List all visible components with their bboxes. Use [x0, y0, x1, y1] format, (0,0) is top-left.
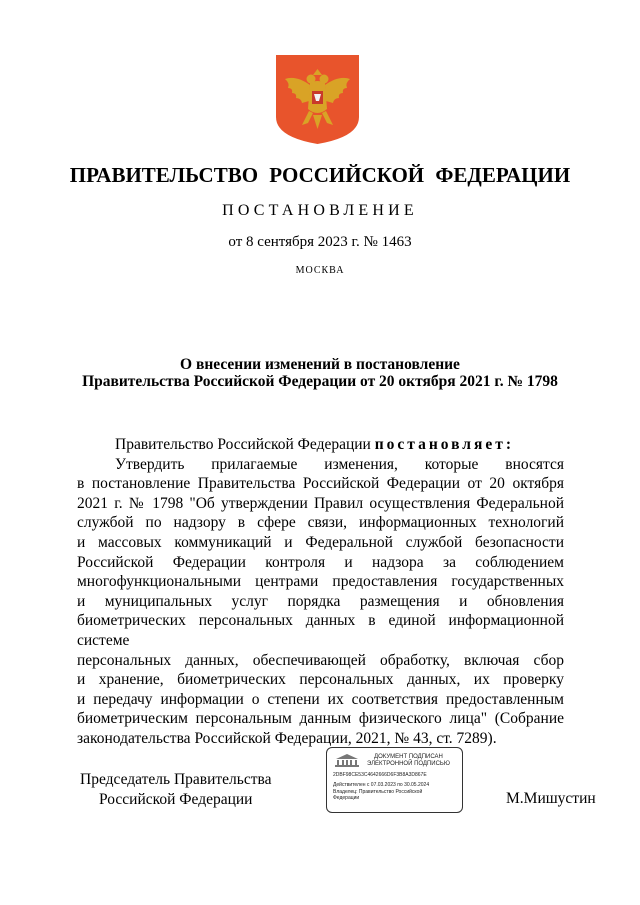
intro-paragraph — [77, 435, 564, 455]
intro-text: Правительство Российской Федерации — [115, 436, 371, 453]
body-line: в постановление Правительства Российской Федерации от 20 октября — [77, 475, 564, 493]
body-line: биометрических персональных данных в единой информационной системе — [77, 612, 564, 649]
body-line: и массовых коммуникаций и Федеральной службой безопасности — [77, 533, 564, 551]
stamp-heading — [367, 754, 450, 768]
body-line: службой по надзору в сфере связи, информационных технологий — [77, 514, 564, 532]
document-title — [0, 356, 640, 390]
signatory-position — [80, 770, 272, 810]
body-line: и муниципальных услуг порядка размещения и обновления — [77, 592, 564, 610]
city-label: МОСКВА — [295, 265, 345, 276]
signatory-name: М.Мишустин — [506, 790, 596, 807]
building-icon — [334, 753, 360, 767]
body-line: и передачу информации о степени их соответствия предоставленным — [77, 690, 564, 708]
document-date-number: от 8 сентября 2023 г. № 1463 — [228, 234, 412, 250]
body-line: многофункциональными центрами предоставления государственных — [77, 573, 564, 591]
title-line-1: О внесении изменений в постановление — [180, 356, 460, 373]
intro-emphasis: постановляет: — [374, 436, 515, 453]
electronic-signature-stamp — [326, 747, 463, 813]
body-line: персональных данных, обеспечивающей обработку, включая сбор — [77, 651, 564, 669]
title-line-2: Правительства Российской Федерации от 20 октября 2021 г. № 1798 — [82, 373, 558, 390]
organization-heading: ПРАВИТЕЛЬСТВО РОССИЙСКОЙ ФЕДЕРАЦИИ — [69, 163, 571, 187]
stamp-heading-line-1: ДОКУМЕНТ ПОДПИСАН — [374, 754, 443, 760]
owner-line-2: Федерации — [333, 795, 360, 801]
body-line: и хранение, биометрических персональных данных, их проверку — [77, 671, 564, 689]
position-line-1: Председатель Правительства — [80, 771, 272, 788]
body-line: Утвердить прилагаемые изменения, которые вносятся — [115, 455, 564, 473]
owner-line-1: Владелец: Правительство Российской — [333, 789, 423, 795]
document-body — [77, 435, 564, 749]
position-line-2: Российской Федерации — [99, 791, 253, 808]
body-line: биометрическим персональным данным физического лица" (Собрание — [77, 710, 564, 728]
stamp-heading-line-2: ЭЛЕКТРОННОЙ ПОДПИСЬЮ — [367, 761, 450, 767]
body-line: 2021 г. № 1798 "Об утверждении Правил осуществления Федеральной — [77, 494, 564, 512]
body-line: Российской Федерации контроля и надзора за соблюдением — [77, 553, 564, 571]
certificate-number: 2DBF98CE53C4642666D6F3B8A3D867E — [333, 772, 427, 778]
body-line: законодательства Российской Федерации, 2021, № 43, ст. 7289). — [77, 729, 497, 747]
coat-of-arms-emblem — [276, 55, 359, 144]
document-type: ПОСТАНОВЛЕНИЕ — [222, 202, 418, 219]
validity-period: Действителен с 07.03.2023 по 30.05.2024 — [333, 782, 430, 788]
